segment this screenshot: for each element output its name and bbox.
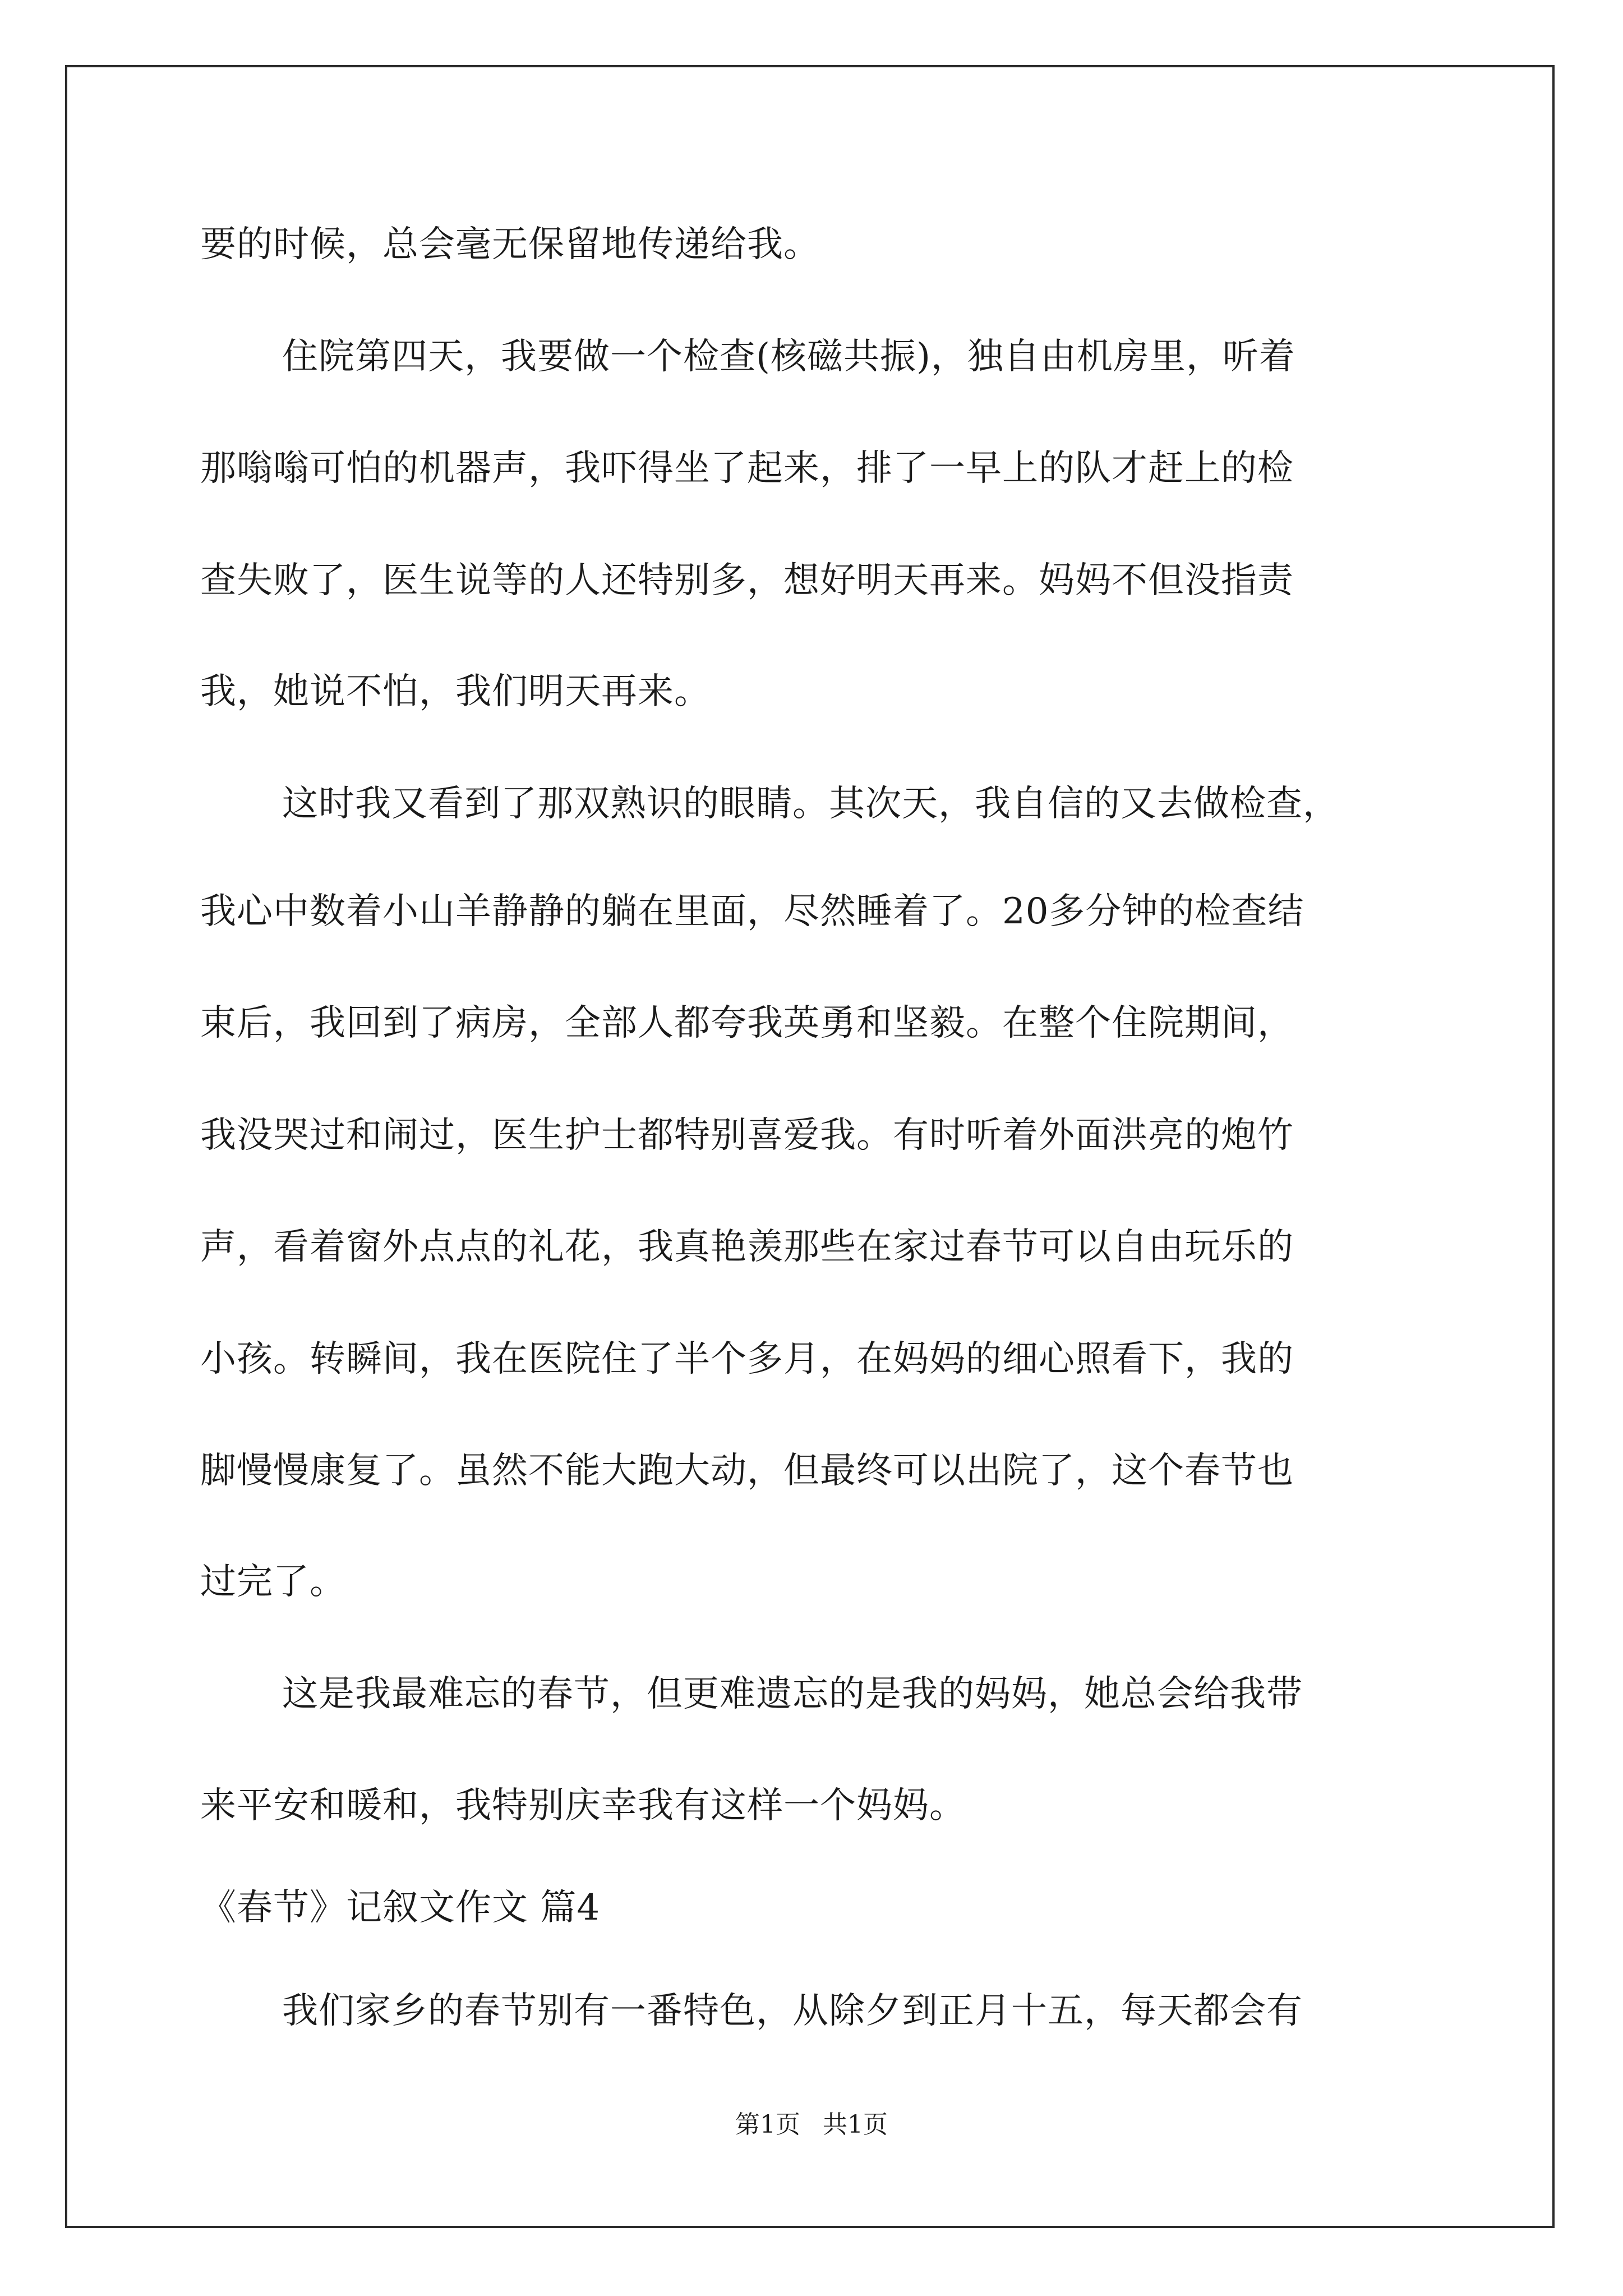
- text-line-5: 我，她说不怕，我们明天再来。: [200, 671, 711, 712]
- text-line-13: 过完了。: [200, 1561, 346, 1603]
- text-line-3: 那嗡嗡可怕的机器声，我吓得坐了起来，排了一早上的队才赶上的检: [200, 448, 1294, 489]
- text-line-1: 要的时候，总会毫无保留地传递给我。: [200, 224, 820, 265]
- text-line-9: 我没哭过和闹过，医生护士都特别喜爱我。有时听着外面洪亮的炮竹: [200, 1115, 1294, 1156]
- text-line-17: 我们家乡的春节别有一番特色，从除夕到正月十五，每天都会有: [282, 1990, 1303, 2032]
- section-heading: 《春节》记叙文作文 篇4: [200, 1887, 601, 1929]
- text-line-2: 住院第四天，我要做一个检查(核磁共振)，独自由机房里，听着: [282, 336, 1295, 378]
- text-line-10: 声，看着窗外点点的礼花，我真艳羡那些在家过春节可以自由玩乐的: [200, 1226, 1294, 1268]
- text-line-11: 小孩。转瞬间，我在医院住了半个多月，在妈妈的细心照看下，我的: [200, 1338, 1294, 1380]
- text-line-4: 查失败了，医生说等的人还特别多，想好明天再来。妈妈不但没指责: [200, 560, 1294, 601]
- page-total: 共1页: [823, 2110, 888, 2139]
- page-number: 第1页: [735, 2110, 800, 2139]
- text-line-6: 这时我又看到了那双熟识的眼睛。其次天，我自信的又去做检查，: [282, 783, 1339, 825]
- text-line-7: 我心中数着小山羊静静的躺在里面，尽然睡着了。20多分钟的检查结: [200, 891, 1304, 932]
- text-line-8: 束后，我回到了病房，全部人都夸我英勇和坚毅。在整个住院期间，: [200, 1002, 1294, 1044]
- text-line-15: 来平安和暖和，我特别庆幸我有这样一个妈妈。: [200, 1785, 966, 1826]
- text-line-14: 这是我最难忘的春节，但更难遗忘的是我的妈妈，她总会给我带: [282, 1673, 1303, 1715]
- page-footer: [0, 2109, 1623, 2141]
- text-line-12: 脚慢慢康复了。虽然不能大跑大动，但最终可以出院了，这个春节也: [200, 1450, 1294, 1492]
